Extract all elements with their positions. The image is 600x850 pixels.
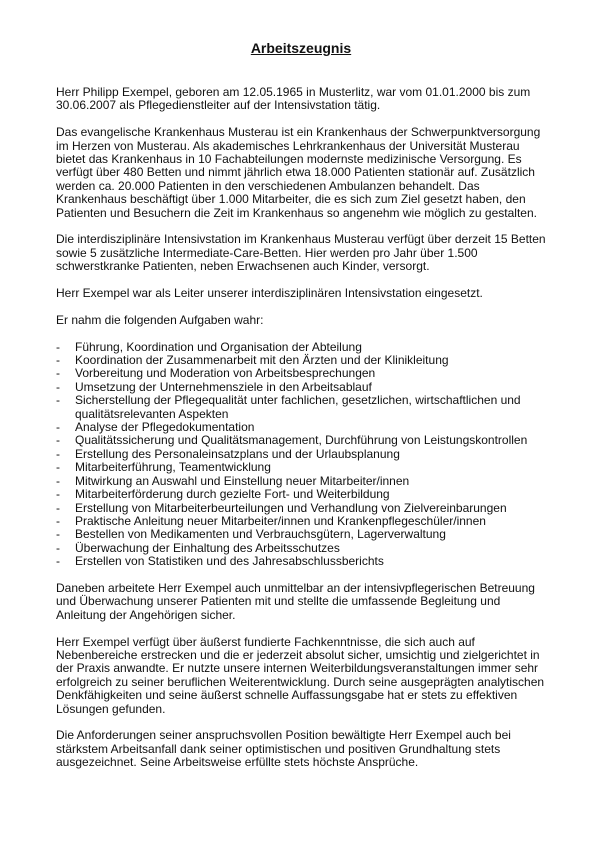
paragraph-tasks-intro: Er nahm die folgenden Aufgaben wahr: xyxy=(56,312,264,327)
list-bullet: - xyxy=(56,393,60,408)
list-bullet: - xyxy=(56,487,60,502)
list-item-text: Vorbereitung und Moderation von Arbeitsbesprechungen xyxy=(75,366,376,381)
list-item xyxy=(56,542,546,555)
task-list xyxy=(56,341,546,569)
list-item xyxy=(56,394,546,421)
document-page xyxy=(56,40,546,783)
paragraph-expertise: Herr Exempel verfügt über äußerst fundierte Fachkenntnisse, die sich auch auf Nebenbereiche erstrecken und die er jederzeit absolut sicher, umsichtig und zielgerichtet in der Praxis anwandte. Er nutzte unsere internen Weiterbildungsveranstaltungen immer sehr erfolgreich zu seiner beruflichen Weiterentwicklung. Durch seine ausgeprägten analytischen Denkfähigkeiten und seine äußerst schnelle Auffassungsgabe hat er stets zu effektiven Lösungen gefunden. xyxy=(56,634,545,716)
list-bullet: - xyxy=(56,554,60,569)
list-item xyxy=(56,475,546,488)
list-item xyxy=(56,555,546,568)
document-title: Arbeitszeugnis xyxy=(250,40,352,56)
paragraph-role: Herr Exempel war als Leiter unserer interdisziplinären Intensivstation eingesetzt. xyxy=(56,286,483,301)
list-bullet: - xyxy=(56,353,60,368)
list-bullet: - xyxy=(56,433,60,448)
list-bullet: - xyxy=(56,339,60,354)
list-item-text: Mitwirkung an Auswahl und Einstellung neuer Mitarbeiter/innen xyxy=(75,473,410,488)
list-item xyxy=(56,461,546,474)
list-item-text: Erstellung von Mitarbeiterbeurteilungen und Verhandlung von Zielvereinbarungen xyxy=(75,500,507,515)
list-item-text: Praktische Anleitung neuer Mitarbeiter/innen und Krankenpflegeschüler/innen xyxy=(75,513,486,528)
list-item-text: Führung, Koordination und Organisation der Abteilung xyxy=(75,339,362,354)
list-item-text: Erstellen von Statistiken und des Jahresabschlussberichts xyxy=(75,554,384,569)
list-item xyxy=(56,367,546,380)
list-item xyxy=(56,354,546,367)
list-item-text: Koordination der Zusammenarbeit mit den Ärzten und der Klinikleitung xyxy=(75,353,449,368)
list-bullet: - xyxy=(56,500,60,515)
list-item xyxy=(56,381,546,394)
list-item-text: Sicherstellung der Pflegequalität unter fachlichen, gesetzlichen, wirtschaftlichen und qualitätsrelevanten Aspekten xyxy=(75,393,521,421)
list-bullet: - xyxy=(56,420,60,435)
list-item-text: Qualitätssicherung und Qualitätsmanagement, Durchführung von Leistungskontrollen xyxy=(75,433,528,448)
paragraph-hospital-description: Das evangelische Krankenhaus Musterau ist ein Krankenhaus der Schwerpunktversorgung im Herzen von Musterau. Als akademisches Lehrkrankenhaus der Universität Musterau bietet das Krankenhaus in 10 Fachabteilungen modernste medizinische Versorgung. Es verfügt über 480 Betten und nimmt jährlich etwa 18.000 Patienten stationär auf. Zusätzlich werden ca. 20.000 Patienten in den verschiedenen Ambulanzen behandelt. Das Krankenhaus beschäftigt über 1.000 Mitarbeiter, die es sich zum Ziel gesetzt haben, den Patienten und Besuchern die Zeit im Krankenhaus so angenehm wie möglich zu gestalten. xyxy=(56,125,541,220)
list-bullet: - xyxy=(56,473,60,488)
list-item xyxy=(56,341,546,354)
list-item xyxy=(56,434,546,447)
paragraph-direct-care: Daneben arbeitete Herr Exempel auch unmittelbar an der intensivpflegerischen Betreuung und Überwachung unserer Patienten mit und stellte die umfassende Begleitung und Anleitung der Angehörigen sicher. xyxy=(56,580,535,622)
list-item xyxy=(56,448,546,461)
list-bullet: - xyxy=(56,379,60,394)
list-bullet: - xyxy=(56,527,60,542)
list-item xyxy=(56,528,546,541)
paragraph-employment-period: Herr Philipp Exempel, geboren am 12.05.1965 in Musterlitz, war vom 01.01.2000 bis zum 30.06.2007 als Pflegedienstleiter auf der Intensivstation tätig. xyxy=(56,85,531,113)
list-item xyxy=(56,421,546,434)
list-bullet: - xyxy=(56,460,60,475)
list-item-text: Analyse der Pflegedokumentation xyxy=(75,420,255,435)
list-item-text: Überwachung der Einhaltung des Arbeitsschutzes xyxy=(75,540,340,555)
list-item-text: Mitarbeiterführung, Teamentwicklung xyxy=(75,460,271,475)
paragraph-performance: Die Anforderungen seiner anspruchsvollen Position bewältigte Herr Exempel auch bei stärkstem Arbeitsanfall dank seiner optimistischen und positiven Grundhaltung stets ausgezeichnet. Seine Arbeitsweise erfüllte stets höchste Ansprüche. xyxy=(56,728,511,770)
list-item xyxy=(56,502,546,515)
list-bullet: - xyxy=(56,446,60,461)
list-item-text: Umsetzung der Unternehmensziele in den Arbeitsablauf xyxy=(75,379,372,394)
list-item-text: Bestellen von Medikamenten und Verbrauchsgütern, Lagerverwaltung xyxy=(75,527,446,542)
list-bullet: - xyxy=(56,540,60,555)
list-item-text: Mitarbeiterförderung durch gezielte Fort- und Weiterbildung xyxy=(75,487,390,502)
paragraph-icu-description: Die interdisziplinäre Intensivstation im Krankenhaus Musterau verfügt über derzeit 15 Betten sowie 5 zusätzliche Intermediate-Care-Betten. Hier werden pro Jahr über 1.500 schwerstkranke Patienten, neben Erwachsenen auch Kinder, versorgt. xyxy=(56,232,546,274)
list-bullet: - xyxy=(56,513,60,528)
list-bullet: - xyxy=(56,366,60,381)
list-item xyxy=(56,488,546,501)
list-item-text: Erstellung des Personaleinsatzplans und der Urlaubsplanung xyxy=(75,446,400,461)
list-item xyxy=(56,515,546,528)
